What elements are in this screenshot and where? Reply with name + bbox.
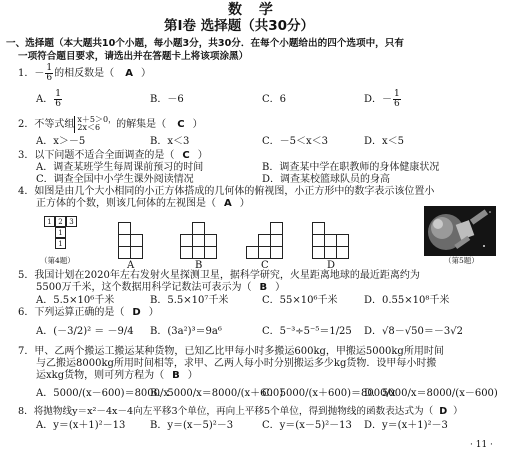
- question-8: 8．将抛物线y＝x²－4x－4向左平移3个单位，再向上平移5个单位，得到抛物线的函数表达式为（ D ）: [18, 406, 463, 417]
- q5-option-b: B．5.5×10⁷千米: [150, 295, 229, 306]
- q2-option-b: B．x＜3: [150, 136, 190, 147]
- q4-top-view-grid: 1 2 3 1 1: [44, 216, 94, 264]
- q4-option-a-label: A: [127, 260, 135, 271]
- q8-option-b: B．y＝(x－5)²－3: [150, 420, 234, 431]
- q3-option-c: C．调查全国中小学生课外阅读情况: [36, 174, 194, 185]
- q2-option-a: A．x＞－5: [36, 136, 86, 147]
- question-1: 1．－ $\frac{1}{6}$ 的相反数是（ A ）: [18, 63, 152, 83]
- q1-number: 1．: [18, 68, 35, 79]
- q8-option-a: A．y＝(x＋1)²－13: [36, 420, 126, 431]
- q2-option-d: D．x＜5: [364, 136, 405, 147]
- q4-option-a-figure: [118, 222, 158, 258]
- q4-option-c-figure: [246, 222, 286, 258]
- question-4-line1: 4．如图是由几个大小相同的小正方体搭成的几何体的俯视图，小正方形中的数字表示该位置小: [18, 186, 435, 197]
- page-number: · 11 ·: [470, 440, 493, 450]
- q7-option-d: D．5000/x＝8000/(x－600): [364, 388, 498, 399]
- question-2: 2．不等式组 x＋5＞0， 2x＜6 的解集是（ C ）: [18, 115, 203, 133]
- subject-title: 数 学: [228, 2, 279, 18]
- q8-answer: D: [439, 406, 448, 417]
- q1-neg: －: [34, 68, 45, 79]
- question-6: 6．下列运算正确的是（ D ）: [18, 307, 159, 318]
- q1-option-a: A． $\frac{1}{6}$: [36, 89, 61, 109]
- q4-option-b-label: B: [195, 260, 203, 271]
- q6-option-c: C．5⁻³÷5⁻⁵＝1/25: [262, 326, 352, 337]
- q3-option-a: A．调查某班学生每周课前预习的时间: [36, 162, 204, 173]
- q8-option-d: D．y＝(x＋1)²－3: [364, 420, 448, 431]
- question-4-line2: 正方体的个数，则该几何体的左视图是（ A ）: [36, 198, 250, 209]
- q4-option-d-figure: [312, 222, 352, 258]
- q7-answer: B: [172, 370, 180, 381]
- q5-option-c: C．55×10⁶千米: [262, 295, 338, 306]
- section-instructions-line1: 一、选择题（本大题共10个小题，每小题3分，共30分．在每个小题给出的四个选项中，只有: [6, 38, 404, 49]
- q1-option-d: D．－ $\frac{1}{6}$: [364, 89, 400, 109]
- q1-fraction: $\frac{1}{6}$: [46, 63, 53, 83]
- q2-answer: C: [177, 118, 185, 130]
- satellite-image: [424, 206, 496, 256]
- q6-option-a: A．(－3/2)² ＝ －9/4: [36, 326, 134, 337]
- q5-option-a: A．5.5×10⁶千米: [36, 295, 115, 306]
- q1-answer: A: [125, 68, 134, 79]
- part-title: 第Ⅰ卷 选择题（共30分）: [164, 18, 315, 34]
- question-7-line1: 7．甲、乙两个搬运工搬运某种货物，已知乙比甲每小时多搬运600kg，甲搬运5000kg所用时间: [18, 346, 444, 357]
- q4-figure-label: （第4题）: [40, 256, 75, 265]
- question-7-line2: 与乙搬运8000kg所用时间相等，求甲、乙两人每小时分别搬运多少kg货物．设甲每小时搬: [36, 358, 437, 369]
- q5-answer: B: [259, 282, 268, 293]
- question-3: 3．以下问题不适合全面调查的是（ C ）: [18, 150, 208, 161]
- q4-option-b-figure: [180, 222, 220, 258]
- q2-inequality-system: x＋5＞0， 2x＜6: [74, 116, 116, 133]
- q7-option-a: A．5000/(x－600)＝8000/x: [36, 388, 170, 399]
- question-7-line3: 运xkg货物，则可列方程为（ B ）: [36, 370, 198, 381]
- q3-answer: C: [182, 150, 190, 161]
- q6-option-d: D．√8－√50＝－3√2: [364, 326, 463, 337]
- q4-option-d-label: D: [327, 260, 336, 271]
- q2-option-c: C．－5＜x＜3: [262, 136, 329, 147]
- q1-option-c: C．6: [262, 94, 287, 105]
- q1-text: 的相反数是（: [54, 68, 115, 79]
- question-5-line2: 5500万千米，这个数据用科学记数法可表示为（ B ）: [36, 282, 286, 293]
- q1-option-b: B．－6: [150, 94, 184, 105]
- q8-option-c: C．y＝(x－5)²－13: [262, 420, 352, 431]
- question-5-line1: 5．我国计划在2020年左右发射火星探测卫星，据科学研究，火星距离地球的最近距离约为: [18, 270, 420, 281]
- section-instructions-line2: 一项符合题目要求，请选出并在答题卡上将该项涂黑）: [18, 51, 249, 62]
- q4-option-c-label: C: [261, 260, 269, 271]
- q7-option-b: B．5000/x＝8000/(x＋600): [150, 388, 284, 399]
- q4-answer: A: [224, 198, 232, 209]
- q5-satellite-photo: [424, 206, 496, 256]
- q3-option-d: D．调查某校篮球队员的身高: [262, 174, 391, 185]
- q3-option-b: B．调查某中学在职教师的身体健康状况: [262, 162, 440, 173]
- q7-option-c: C．5000/(x＋600)＝8000/x: [262, 388, 396, 399]
- q6-option-b: B．(3a²)³＝9a⁶: [150, 326, 222, 337]
- q5-option-d: D．0.55×10⁸千米: [364, 295, 450, 306]
- q5-photo-label: （第5题）: [444, 256, 479, 265]
- q6-answer: D: [132, 307, 141, 318]
